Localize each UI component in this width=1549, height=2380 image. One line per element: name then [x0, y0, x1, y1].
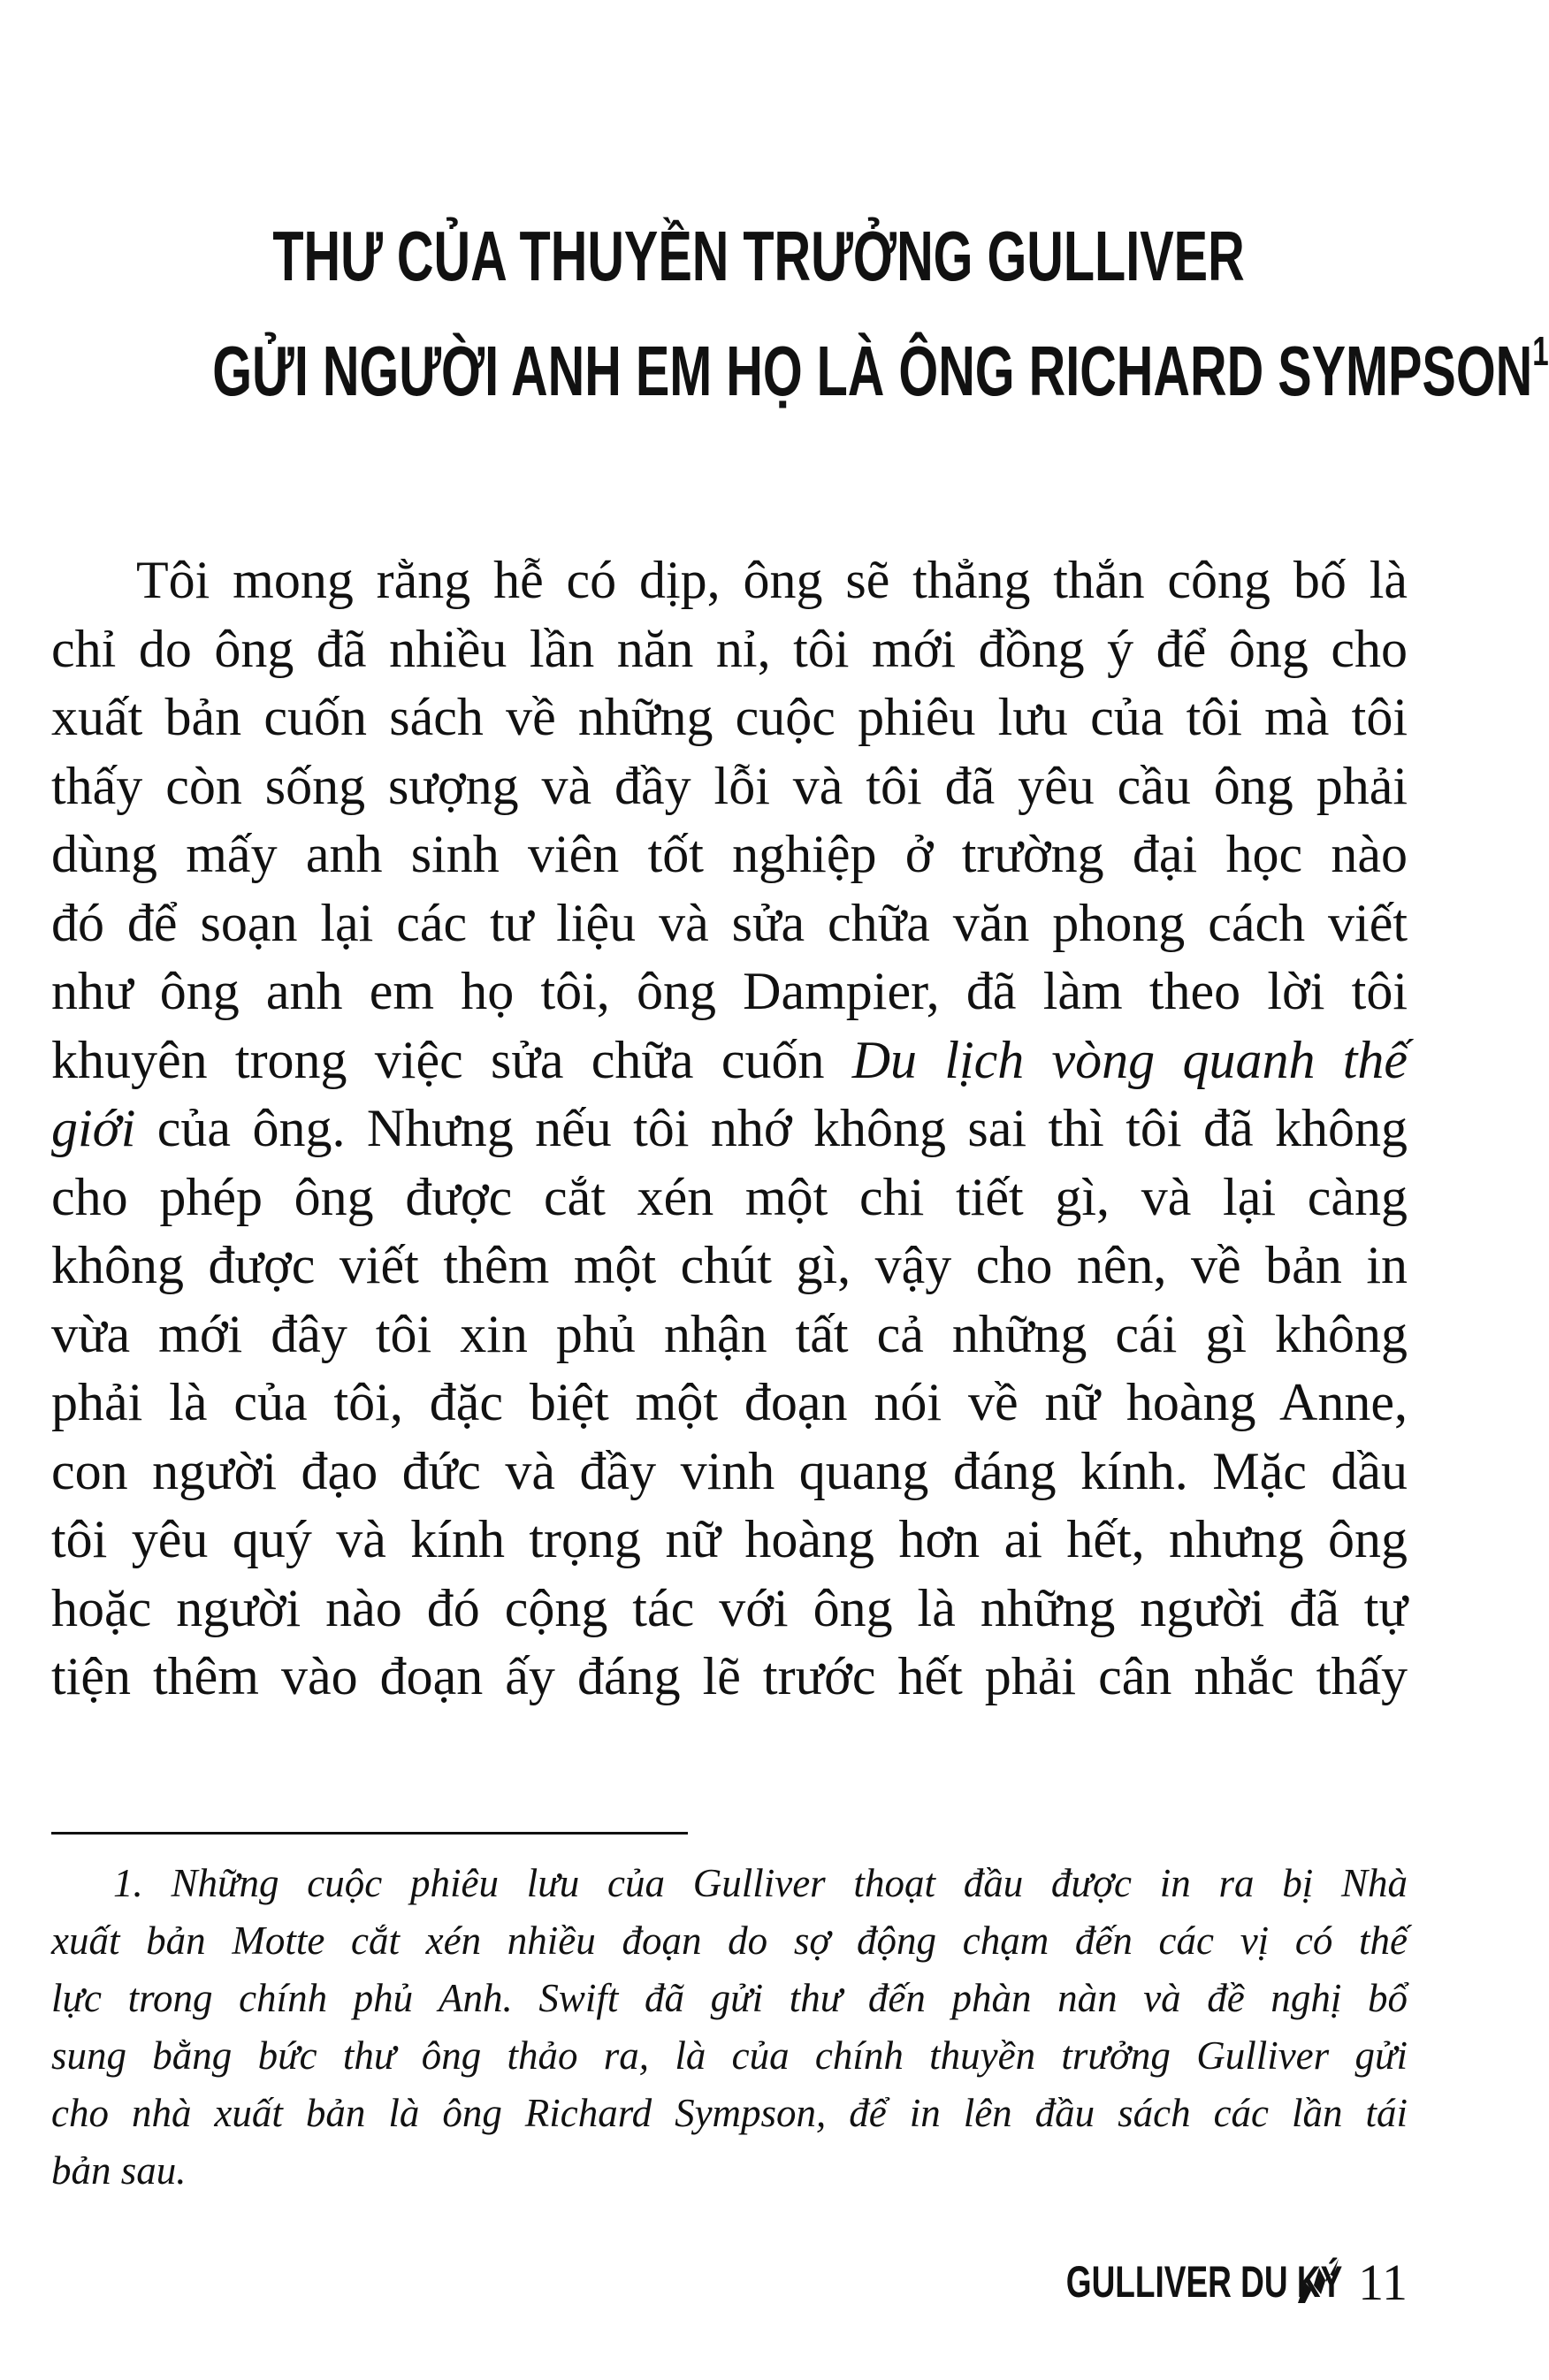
body-line: phải là của tôi, đặc biệt một đoạn nói về nữ hoàng Anne, — [51, 1373, 1408, 1431]
chapter-title-line-2 — [212, 328, 1549, 410]
footnote-line: xuất bản Motte cắt xén nhiều đoạn do sợ động chạm đến các vị có thế — [51, 1918, 1408, 1963]
footnote-line: bản sau. — [51, 2148, 187, 2193]
body-line-text: của ông. Nhưng nếu tôi nhớ không sai thì tôi đã không — [156, 1099, 1408, 1157]
body-line: đó để soạn lại các tư liệu và sửa chữa văn phong cách viết — [51, 893, 1408, 952]
footnote-line: sung bằng bức thư ông thảo ra, là của chính thuyền trưởng Gulliver gửi — [51, 2033, 1408, 2078]
footnote-line: lực trong chính phủ Anh. Swift đã gửi thư đến phàn nàn và đề nghị bổ — [51, 1976, 1408, 2020]
footnote-reference: 1 — [1532, 328, 1549, 374]
body-line-with-book-title — [51, 1095, 1408, 1163]
body-line: dùng mấy anh sinh viên tốt nghiệp ở trường đại học nào — [51, 825, 1408, 883]
book-title-italic: Du lịch vòng quanh thế — [851, 1030, 1408, 1089]
running-footer — [969, 2251, 1408, 2313]
letter-body — [51, 546, 1408, 1712]
body-line: xuất bản cuốn sách về những cuộc phiêu lưu của tôi mà tôi — [51, 688, 1408, 746]
body-line: cho phép ông được cắt xén một chi tiết gì, và lại càng — [51, 1167, 1408, 1226]
body-line: không được viết thêm một chút gì, vậy cho nên, về bản in — [51, 1236, 1408, 1294]
body-line: hoặc người nào đó cộng tác với ông là những người đã tự — [51, 1578, 1408, 1637]
chapter-title-line-1: THƯ CỦA THUYỀN TRƯỞNG GULLIVER — [272, 217, 1245, 295]
body-line: chỉ do ông đã nhiều lần năn nỉ, tôi mới đồng ý để ông cho — [51, 619, 1408, 678]
running-footer-book-title: GULLIVER DU KÝ — [1065, 2257, 1343, 2307]
body-line-text: khuyên trong việc sửa chữa cuốn — [51, 1030, 825, 1089]
chapter-title-line-2-text: GỬI NGƯỜI ANH EM HỌ LÀ ÔNG RICHARD SYMPSON — [212, 332, 1533, 410]
book-title-italic-end: giới — [51, 1099, 136, 1157]
footnote-line: cho nhà xuất bản là ông Richard Sympson, để in lên đầu sách các lần tái — [51, 2091, 1408, 2135]
body-line: vừa mới đây tôi xin phủ nhận tất cả những cái gì không — [51, 1304, 1408, 1363]
body-line: Tôi mong rằng hễ có dịp, ông sẽ thẳng thắn công bố là — [136, 551, 1408, 609]
footnote-line: 1. Những cuộc phiêu lưu của Gulliver thoạt đầu được in ra bị Nhà — [113, 1861, 1408, 1905]
body-line: thấy còn sống sượng và đầy lỗi và tôi đã yêu cầu ông phải — [51, 756, 1408, 815]
body-line: tiện thêm vào đoạn ấy đáng lẽ trước hết phải cân nhắc thấy — [51, 1647, 1408, 1705]
body-line: tôi yêu quý và kính trọng nữ hoàng hơn ai hết, nhưng ông — [51, 1510, 1408, 1568]
body-line-with-book-title — [51, 1026, 1408, 1095]
page-number: 11 — [1358, 2253, 1408, 2311]
body-line: như ông anh em họ tôi, ông Dampier, đã làm theo lời tôi — [51, 962, 1408, 1020]
footnote-divider — [51, 1832, 688, 1835]
footnote — [51, 1855, 1408, 2200]
body-line: con người đạo đức và đầy vinh quang đáng kính. Mặc dầu — [51, 1441, 1408, 1500]
